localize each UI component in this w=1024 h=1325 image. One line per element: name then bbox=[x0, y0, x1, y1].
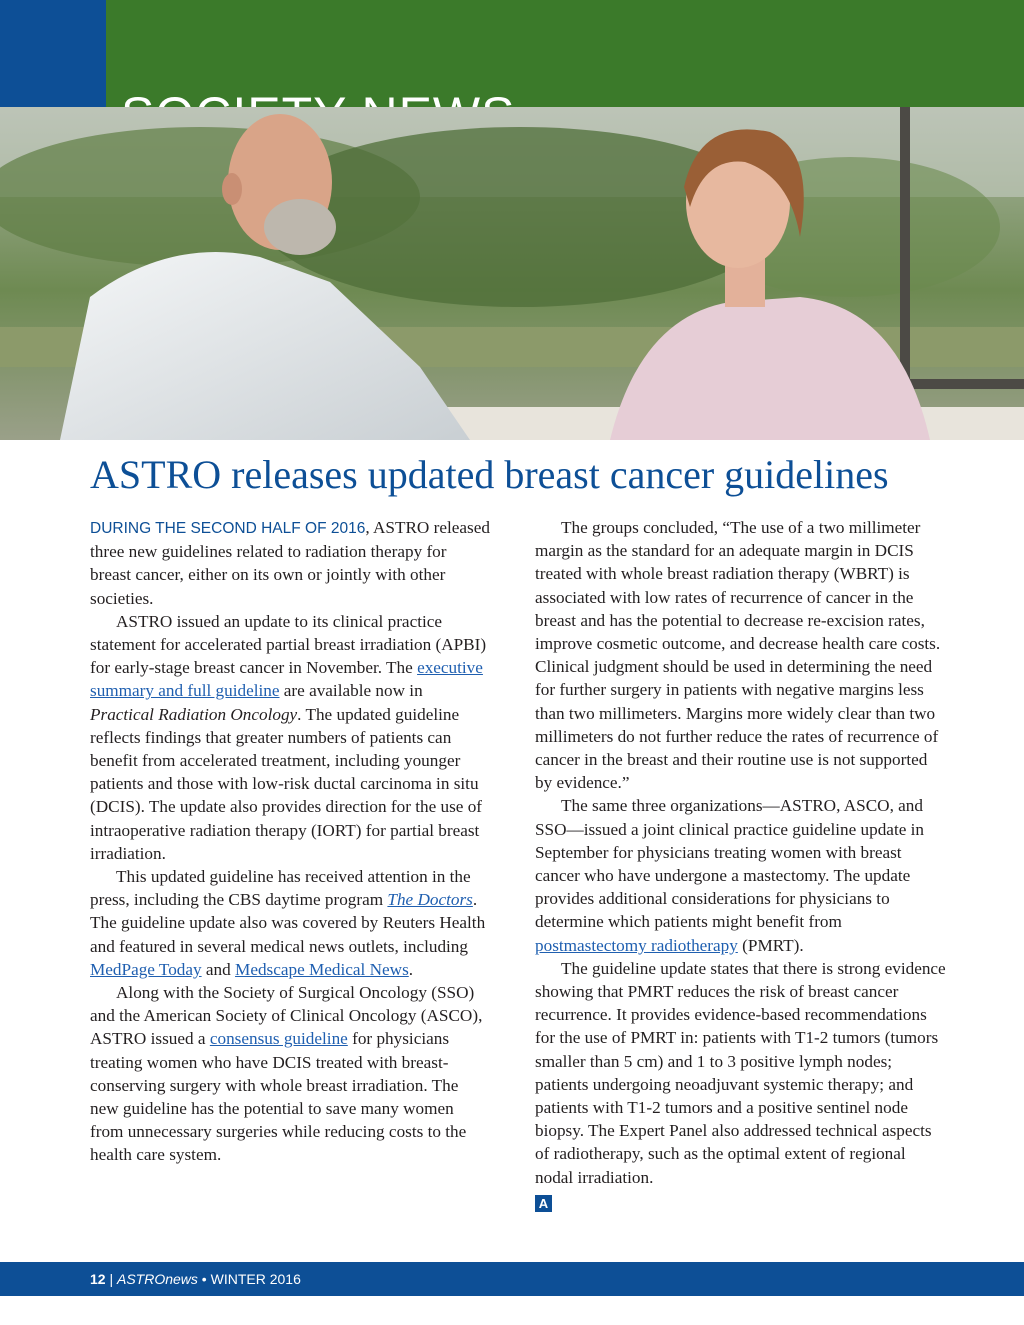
paragraph: The guideline update states that there is strong evidence showing that PMRT reduces the risk of breast cancer recurrence. It provides evidence-based recommendations for the use of PMRT in: patients with T1-2 tumors (tumors smaller than 5 cm) and 1 to 3 positive lymph nodes; patients undergoing neoadjuvant systemic therapy; and patients with T1-2 tumors and a positive sentinel node biopsy. The Expert Panel also addressed technical aspects of radiotherapy, such as the optimal extent of regional nodal irradiation. bbox=[535, 958, 946, 1187]
paragraph: DURING THE SECOND HALF OF 2016, ASTRO released three new guidelines related to radiation therapy for breast cancer, either on its own or jointly with other societies. bbox=[90, 518, 490, 608]
paragraph: Along with the Society of Surgical Oncology (SSO) and the American Society of Clinical Oncology (ASCO), ASTRO issued a consensus guideline for physicians treating women who have DCIS treated with breast-conserving surgery with whole breast irradiation. The new guideline has the potential to save many women from unnecessary surgeries while reducing costs to the health care system. bbox=[90, 983, 483, 1165]
lead-in: DURING THE SECOND HALF OF 2016 bbox=[90, 520, 366, 537]
pmrt-link[interactable]: postmastectomy radiotherapy bbox=[535, 935, 738, 955]
paragraph: The groups concluded, “The use of a two millimeter margin as the standard for an adequate margin in DCIS treated with whole breast radiation therapy (WBRT) is associated with low rates of recurrence of cancer in the breast and has the potential to decrease re-excision rates, improve cosmetic outcome, and decrease health care costs. Clinical judgment should be used in determining the need for further surgery in patients with negative margins less than two millimeters. Margins more widely clear than two millimeters do not further reduce the rates of recurrence of cancer in the breast and their routine use is not supported by evidence.” bbox=[535, 518, 941, 793]
medscape-link[interactable]: Medscape Medical News bbox=[235, 959, 409, 979]
journal-name: Practical Radiation Oncology bbox=[90, 704, 298, 724]
astro-end-mark-icon: A bbox=[535, 1195, 552, 1212]
paragraph: This updated guideline has received attention in the press, including the CBS daytime program The Doctors. The guideline update also was covered by Reuters Health and featured in several medical news outlets, including MedPage Today and Medscape Medical News. bbox=[90, 867, 486, 979]
executive-summary-link[interactable]: executive summary and full guideline bbox=[90, 658, 483, 701]
page-number: 12 bbox=[90, 1271, 106, 1287]
paragraph: The same three organizations—ASTRO, ASCO, and SSO—issued a joint clinical practice guideline update in September for physicians treating women with breast cancer who have undergone a mastectomy. The update provides additional considerations for physicians to determine which patients might benefit from postmastectomy radiotherapy (PMRT). bbox=[535, 796, 925, 955]
doctor-patient-photo bbox=[0, 107, 1024, 440]
issue-label: • WINTER 2016 bbox=[197, 1271, 301, 1287]
the-doctors-link[interactable]: The Doctors bbox=[387, 890, 473, 910]
paragraph: ASTRO issued an update to its clinical practice statement for accelerated partial breast irradiation (APBI) for early-stage breast cancer in November. The executive summary and full guideline are available now in Practical Radiation Oncology. The updated guideline reflects findings that greater numbers of patients can benefit from accelerated treatment, including younger patients and those with low-risk ductal carcinoma in situ (DCIS). The update also provides direction for the use of intraoperative radiation therapy (IORT) for partial breast irradiation. bbox=[90, 611, 487, 863]
consensus-guideline-link[interactable]: consensus guideline bbox=[209, 1029, 348, 1049]
medpage-today-link[interactable]: MedPage Today bbox=[90, 959, 202, 979]
header-blue-block bbox=[0, 0, 106, 120]
article-column-right bbox=[535, 516, 947, 1212]
article-column-left bbox=[90, 516, 490, 1167]
publication-name: ASTROnews bbox=[117, 1271, 198, 1287]
footer-text: 12 | ASTROnews • WINTER 2016 bbox=[90, 1271, 301, 1287]
article-headline: ASTRO releases updated breast cancer guidelines bbox=[90, 452, 889, 497]
